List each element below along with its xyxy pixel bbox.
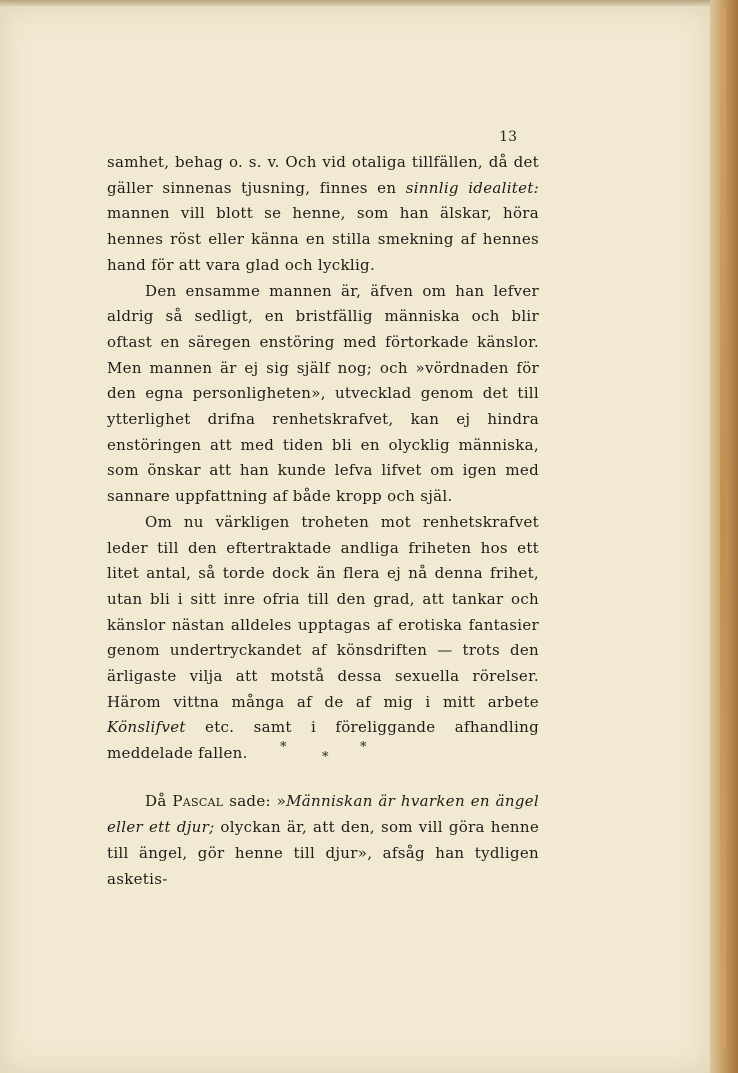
- asterisk-left: *: [280, 740, 287, 755]
- paragraph-3: [107, 510, 539, 767]
- p1-text-b: mannen vill blott se henne, som han älskar, höra hennes röst eller känna en stilla smekning af hennes hand för att vara glad och lycklig.: [107, 204, 539, 274]
- asterism-separator: [268, 740, 378, 770]
- pf-italic-quote: Människan är hvarken en ängel eller ett djur;: [107, 792, 539, 836]
- paragraph-1: [107, 150, 539, 279]
- p3-italic-konslifvet: Könslifvet: [107, 718, 186, 737]
- body-text-final: [107, 788, 539, 892]
- p3-text-b: etc. samt i föreliggande afhandling meddelade fallen.: [107, 718, 539, 763]
- asterisk-middle: *: [322, 750, 329, 765]
- p3-text-a: Om nu värkligen troheten mot renhetskrafvet leder till den eftertraktade andliga friheten hos ett litet antal, så torde dock än flera ej nå denna frihet, utan bli i sitt inre ofria till den grad, att tankar och känslor nästan alldeles upptagas af erotiska fantasier genom undertryckandet af könsdriften — trots den ärligaste vilja att motstå dessa sexuella rörelser. Härom vittna många af de af mig i mitt arbete: [107, 512, 539, 711]
- body-text: [107, 150, 539, 767]
- asterisk-right: *: [360, 740, 367, 755]
- p1-text-a: samhet, behag o. s. v. Och vid otaliga tillfällen, då det gäller sinnenas tjusning, finnes en: [107, 153, 539, 197]
- pf-text-b: sade: »: [223, 792, 287, 810]
- p1-italic-sinnlig-idealitet: sinnlig idealitet:: [405, 178, 539, 197]
- paragraph-2: [107, 279, 539, 510]
- pf-pascal: Pascal: [172, 792, 224, 810]
- page-number: 13: [499, 129, 517, 145]
- pf-text-a: Då: [145, 792, 173, 810]
- p2-text: Den ensamme mannen är, äfven om han lefver aldrig så sedligt, en bristfällig människa och blir oftast en säregen enstöring med förtorkade känslor. Men mannen är ej sig själf nog; och »vördnaden för den egna personligheten», utvecklad genom det till ytterlighet drifna renhetskrafvet, kan ej hindra enstöringen att med tiden bli en olycklig människa, som önskar att han kunde lefva lifvet om igen med sannare uppfattning af både kropp och själ.: [107, 281, 539, 506]
- page-edge: [710, 0, 738, 1073]
- pf-text-c: olyckan är, att den, som vill göra henne till ängel, gör henne till djur», afsåg han tydligen asketis-: [107, 818, 539, 888]
- paragraph-final: [107, 788, 539, 892]
- page-edge-stripe: [720, 8, 726, 1048]
